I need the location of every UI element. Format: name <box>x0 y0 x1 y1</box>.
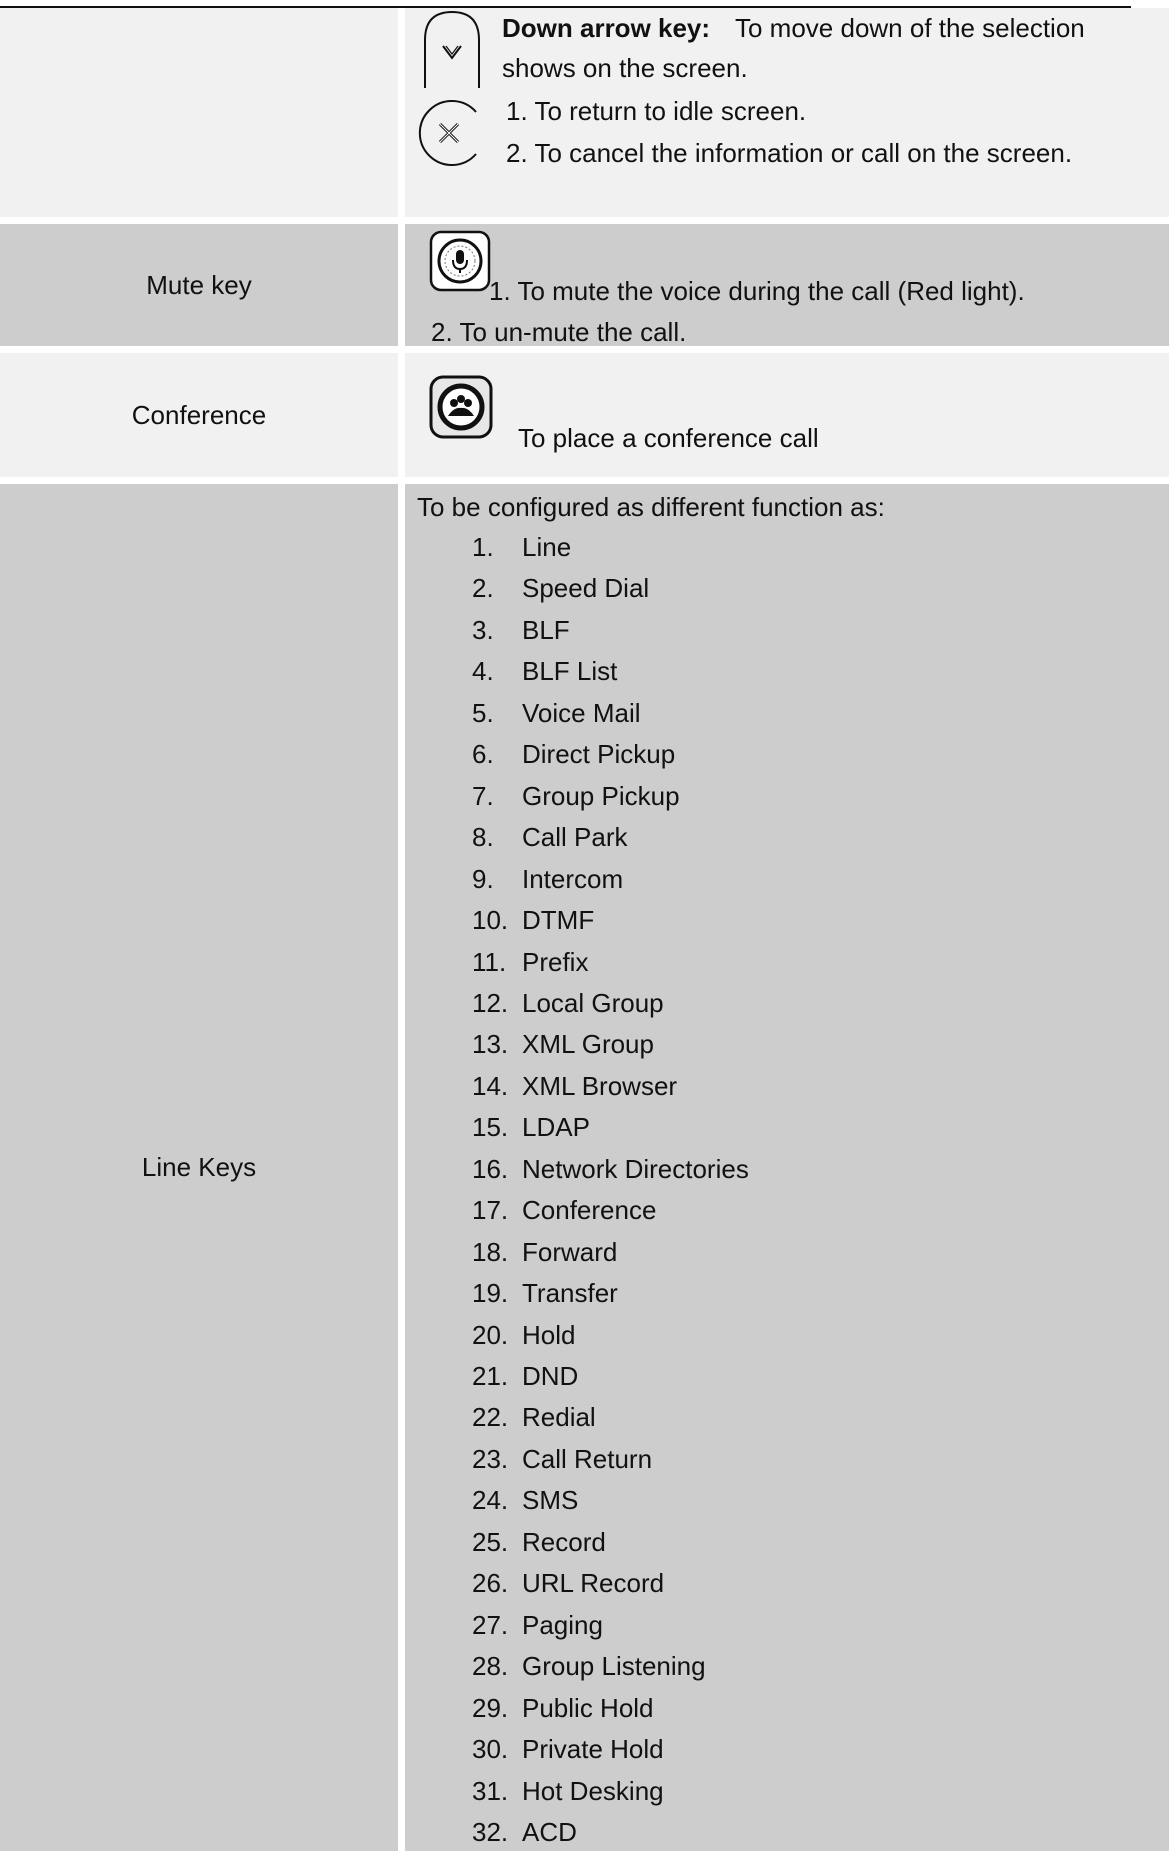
list-item-label: Intercom <box>522 864 624 894</box>
cancel-key-line-2: 2. To cancel the information or call on the screen. <box>506 138 1073 168</box>
down-arrow-key-label: Down arrow key: <box>502 13 711 43</box>
list-item-label: Voice Mail <box>522 698 641 728</box>
list-item-label: Redial <box>522 1402 596 1432</box>
down-arrow-key-description-continued: shows on the screen. <box>502 53 748 83</box>
list-item-label: SMS <box>522 1485 579 1515</box>
list-item-label: Conference <box>522 1195 657 1225</box>
list-item-label: BLF List <box>522 656 618 686</box>
list-item-number: 19. <box>472 1278 509 1308</box>
list-item-number: 20. <box>472 1320 509 1350</box>
list-item-number: 5. <box>472 698 494 728</box>
list-item-label: Record <box>522 1527 606 1557</box>
list-item-label: BLF <box>522 615 570 645</box>
line-keys-description-cell <box>405 484 1169 1851</box>
down-arrow-key-icon <box>421 10 483 95</box>
list-item-number: 23. <box>472 1444 509 1474</box>
list-item-label: Hot Desking <box>522 1776 664 1806</box>
conference-description: To place a conference call <box>518 423 819 453</box>
list-item-number: 12. <box>472 988 509 1018</box>
list-item-number: 18. <box>472 1237 509 1267</box>
list-item-number: 31. <box>472 1776 509 1806</box>
table-row-line-keys <box>0 484 1169 1851</box>
list-item-number: 11. <box>472 947 507 977</box>
list-item-number: 28. <box>472 1651 509 1681</box>
list-item-label: Speed Dial <box>522 573 650 603</box>
conference-name-cell <box>0 353 398 477</box>
list-item-number: 10. <box>472 905 509 935</box>
list-item-number: 6. <box>472 739 494 769</box>
list-item-label: Direct Pickup <box>522 739 676 769</box>
list-item-number: 17. <box>472 1195 509 1225</box>
mute-key-name: Mute key <box>146 269 252 300</box>
mute-key-line-1: 1. To mute the voice during the call (Red light). <box>489 276 1025 306</box>
list-item-number: 25. <box>472 1527 509 1557</box>
list-item-label: Group Pickup <box>522 781 680 811</box>
list-item-number: 8. <box>472 822 494 852</box>
list-item-number: 2. <box>472 573 494 603</box>
list-item-label: Transfer <box>522 1278 618 1308</box>
mute-key-icon <box>429 230 491 297</box>
list-item-label: Forward <box>522 1237 618 1267</box>
list-item-number: 16. <box>472 1154 509 1184</box>
down-arrow-key-description: To move down of the selection <box>735 13 1085 43</box>
row-description-cell <box>405 8 1169 217</box>
list-item-number: 24. <box>472 1485 509 1515</box>
row-label-cell <box>0 8 398 217</box>
list-item-label: Call Park <box>522 822 628 852</box>
table-row-navigation-keys <box>0 8 1169 217</box>
list-item-label: XML Browser <box>522 1071 678 1101</box>
list-item-label: Call Return <box>522 1444 653 1474</box>
list-item-label: Public Hold <box>522 1693 654 1723</box>
mute-key-name-cell <box>0 224 398 346</box>
conference-description-cell <box>405 353 1169 477</box>
list-item-number: 1. <box>472 532 494 562</box>
list-item-number: 26. <box>472 1568 509 1598</box>
conference-name: Conference <box>131 399 267 430</box>
list-item-number: 32. <box>472 1817 509 1847</box>
list-item-label: XML Group <box>522 1029 654 1059</box>
list-item-number: 27. <box>472 1610 509 1640</box>
list-item-label: Prefix <box>522 947 589 977</box>
list-item-label: Private Hold <box>522 1734 664 1764</box>
list-item-label: Network Directories <box>522 1154 749 1184</box>
list-item-label: ACD <box>522 1817 577 1847</box>
list-item-label: URL Record <box>522 1568 665 1598</box>
list-item-label: Local Group <box>522 988 664 1018</box>
list-item-number: 22. <box>472 1402 509 1432</box>
list-item-number: 14. <box>472 1071 509 1101</box>
list-item-number: 13. <box>472 1029 509 1059</box>
list-item-number: 21. <box>472 1361 509 1391</box>
list-item-number: 4. <box>472 656 494 686</box>
list-item-label: Hold <box>522 1320 576 1350</box>
cancel-key-icon <box>414 98 486 175</box>
cancel-key-line-1: 1. To return to idle screen. <box>506 96 807 126</box>
list-item-label: DTMF <box>522 905 595 935</box>
table-row-mute-key <box>0 224 1169 346</box>
mute-key-description-cell <box>405 224 1169 346</box>
list-item-number: 9. <box>472 864 494 894</box>
list-item-label: Line <box>522 532 572 562</box>
list-item-label: DND <box>522 1361 579 1391</box>
list-item-label: Group Listening <box>522 1651 706 1681</box>
table-row-conference <box>0 353 1169 477</box>
list-item-label: Paging <box>522 1610 603 1640</box>
list-item-label: LDAP <box>522 1112 590 1142</box>
key-description-table <box>0 8 1169 1851</box>
list-item-number: 29. <box>472 1693 509 1723</box>
list-item-number: 15. <box>472 1112 509 1142</box>
line-keys-name: Line Keys <box>141 1152 257 1182</box>
line-keys-name-cell <box>0 484 398 1851</box>
list-item-number: 3. <box>472 615 494 645</box>
conference-key-icon <box>429 375 493 444</box>
list-item-number: 30. <box>472 1734 509 1764</box>
list-item-number: 7. <box>472 781 494 811</box>
mute-key-line-2: 2. To un-mute the call. <box>431 317 687 347</box>
line-keys-intro: To be configured as different function as: <box>417 492 885 522</box>
